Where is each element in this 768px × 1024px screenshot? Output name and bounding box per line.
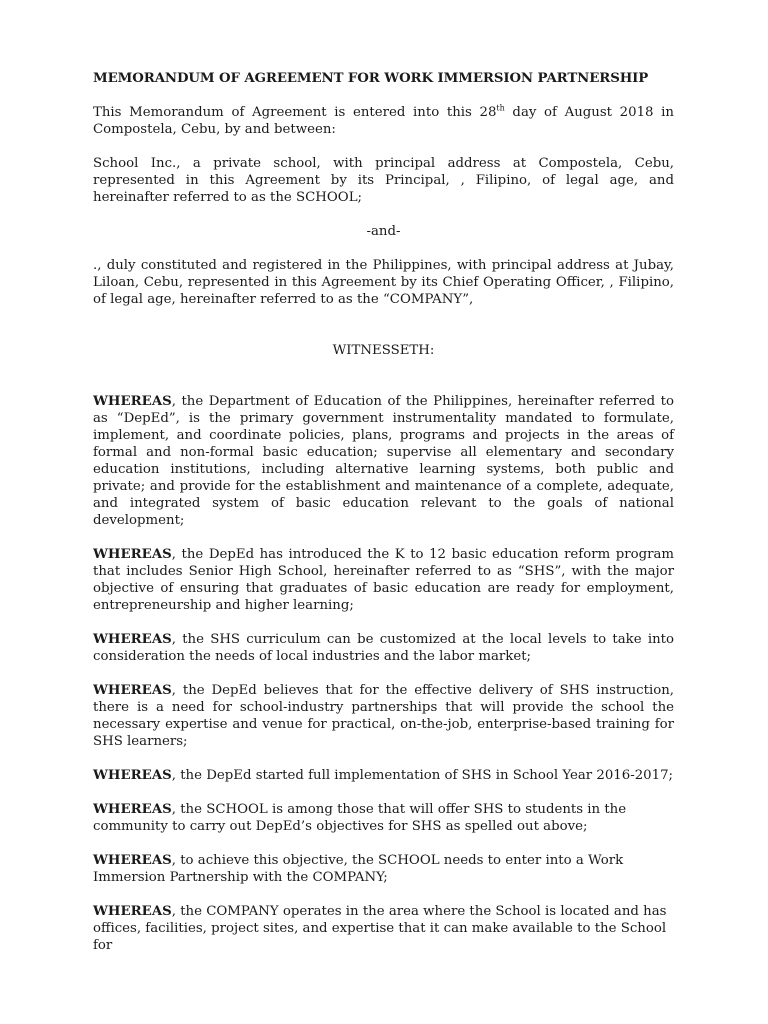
whereas-keyword: WHEREAS xyxy=(93,632,172,647)
whereas-keyword: WHEREAS xyxy=(93,394,172,409)
whereas-text: , the DepEd started full implementation of SHS in School Year 2016-2017; xyxy=(171,768,674,783)
whereas-text: , the DepEd has introduced the K to 12 basic education reform program that includes Senior High School, hereinafter referred to as “SHS”, with the major objective of ensuring that graduates of basic education are ready for employment, entrepreneurship and higher learning; xyxy=(93,547,674,613)
whereas-keyword: WHEREAS xyxy=(93,683,172,698)
whereas-clause xyxy=(93,393,674,529)
document-title: MEMORANDUM OF AGREEMENT FOR WORK IMMERSION PARTNERSHIP xyxy=(93,71,649,86)
ordinal-suffix: th xyxy=(496,103,505,113)
whereas-keyword: WHEREAS xyxy=(93,768,172,783)
whereas-text: , the SCHOOL is among those that will offer SHS to students in the community to carry out DepEd’s objectives for SHS as spelled out above; xyxy=(93,802,627,834)
whereas-clause xyxy=(93,631,674,665)
whereas-keyword: WHEREAS xyxy=(93,853,172,868)
and-separator: -and- xyxy=(366,224,401,239)
intro-text-start: This Memorandum of Agreement is entered into this 28 xyxy=(93,105,497,120)
whereas-text: , the Department of Education of the Philippines, hereinafter referred to as “DepEd”, is the primary government instrumentality mandated to formulate, implement, and coordinate policies, plans, programs and projects in the areas of formal and non-formal basic education; supervise all elementary and secondary education institutions, including alternative learning systems, both public and private; and provide for the establishment and maintenance of a complete, adequate, and integrated system of basic education relevant to the goals of national development; xyxy=(93,394,674,528)
document-page xyxy=(93,70,674,971)
company-party-paragraph: ., duly constituted and registered in the Philippines, with principal address at Jubay, Liloan, Cebu, represented in this Agreement by its Chief Operating Officer, , Filipino, of legal age, hereinafter referred to as the “COMPANY”, xyxy=(93,258,674,307)
whereas-text: , the COMPANY operates in the area where the School is located and has offices, facilities, project sites, and expertise that it can make available to the School for xyxy=(93,904,667,953)
whereas-text: , to achieve this objective, the SCHOOL needs to enter into a Work Immersion Partnership with the COMPANY; xyxy=(93,853,624,885)
school-party-paragraph: School Inc., a private school, with principal address at Compostela, Cebu, represented in this Agreement by its Principal, , Filipino, of legal age, and hereinafter referred to as the SCHOOL; xyxy=(93,156,674,205)
whereas-keyword: WHEREAS xyxy=(93,547,172,562)
whereas-clause xyxy=(93,546,674,614)
witnesseth-heading: WITNESSETH: xyxy=(332,343,435,358)
whereas-keyword: WHEREAS xyxy=(93,802,172,817)
whereas-text: , the DepEd believes that for the effective delivery of SHS instruction, there is a need for school-industry partnerships that will provide the school the necessary expertise and venue for practical, on-the-job, enterprise-based training for SHS learners; xyxy=(93,683,674,749)
whereas-keyword: WHEREAS xyxy=(93,904,172,919)
intro-text-end: day of August 2018 in Compostela, Cebu, by and between: xyxy=(93,105,674,137)
whereas-clause xyxy=(93,801,674,835)
whereas-clause xyxy=(93,767,674,784)
whereas-clause xyxy=(93,903,674,954)
whereas-text: , the SHS curriculum can be customized at the local levels to take into consideration the needs of local industries and the labor market; xyxy=(93,632,674,664)
whereas-clause xyxy=(93,682,674,750)
intro-paragraph xyxy=(93,104,674,138)
whereas-clause xyxy=(93,852,674,886)
